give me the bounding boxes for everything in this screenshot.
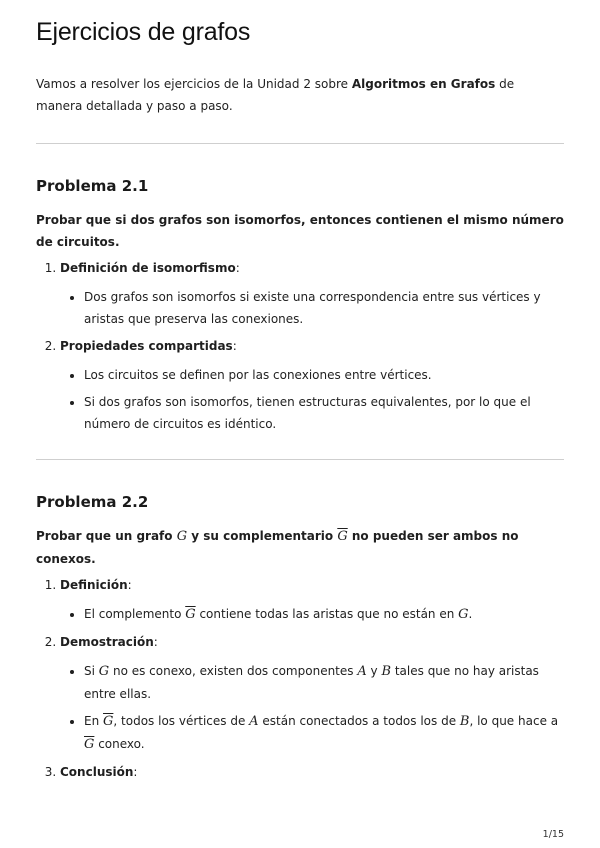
- page-title: Ejercicios de grafos: [36, 18, 251, 46]
- intro-paragraph: [36, 73, 564, 117]
- step-item: [60, 574, 564, 626]
- step-colon: :: [127, 578, 132, 592]
- intro-text-before: Vamos a resolver los ejercicios de la Unidad 2 sobre: [36, 77, 352, 91]
- step-bullets: [60, 660, 564, 756]
- math-B: B: [381, 664, 392, 679]
- step-bullets: [60, 286, 564, 330]
- math-G-complement: $\overline{G}$: [84, 737, 95, 752]
- bullet-text: no es conexo, existen dos componentes: [109, 664, 358, 678]
- bullet-text: Si: [84, 664, 99, 678]
- step-item: [60, 335, 564, 435]
- step-item: [60, 761, 564, 783]
- step-item: [60, 631, 564, 756]
- step-label: Conclusión: [60, 765, 134, 779]
- intro-text-after: de manera detallada y paso a paso.: [36, 77, 515, 113]
- step-item: [60, 257, 564, 330]
- step-bullets: [60, 364, 564, 435]
- bullet-text: , lo que hace a: [469, 714, 559, 728]
- bullet-item: • Dos grafos son isomorfos si existe una correspondencia entre sus vértices y aristas que preserva las conexiones.: [84, 286, 564, 330]
- problem-2-1: [36, 177, 564, 435]
- step-colon: :: [153, 635, 158, 649]
- section-divider: [36, 143, 564, 144]
- bullet-text: y: [366, 664, 382, 678]
- step-colon: :: [232, 339, 237, 353]
- step-label: Propiedades compartidas: [60, 339, 233, 353]
- bullet-item: • Los circuitos se definen por las conexiones entre vértices.: [84, 364, 564, 386]
- math-G-complement: $\overline{G}$: [337, 529, 348, 544]
- step-label: Definición: [60, 578, 128, 592]
- problem-2-1-statement: Probar que si dos grafos son isomorfos, entonces contienen el mismo número de circuitos.: [36, 213, 564, 249]
- bullet-text: , todos los vértices de: [113, 714, 250, 728]
- problem-2-2-statement: [36, 525, 564, 570]
- statement-text: Probar que un grafo: [36, 529, 177, 543]
- problem-2-2: [36, 493, 564, 783]
- bullet-text: .: [468, 607, 473, 621]
- page-number: 1/15: [542, 829, 564, 840]
- problem-2-2-heading: Problema 2.2: [36, 493, 149, 511]
- bullet-text: El complemento: [84, 607, 186, 621]
- problem-2-2-steps: [36, 574, 564, 783]
- math-G-complement: $\overline{G}$: [185, 607, 196, 622]
- bullet-text: contiene todas las aristas que no están en: [195, 607, 459, 621]
- intro-bold-topic: Algoritmos en Grafos: [351, 77, 496, 91]
- problem-2-1-steps: [36, 257, 564, 435]
- bullet-item: [84, 603, 564, 626]
- step-colon: :: [133, 765, 138, 779]
- math-B: B: [459, 714, 470, 729]
- math-G: G: [176, 529, 188, 544]
- math-A: A: [357, 664, 367, 679]
- math-G: G: [98, 664, 110, 679]
- math-G: G: [458, 607, 469, 622]
- bullet-item: [84, 710, 564, 756]
- section-divider: [36, 459, 564, 460]
- bullet-text: tales que no hay aristas entre ellas.: [84, 664, 539, 701]
- math-A: A: [249, 714, 259, 729]
- statement-text: y su complementario: [187, 529, 338, 543]
- problem-2-1-heading: Problema 2.1: [36, 177, 149, 195]
- statement-text: no pueden ser ambos no conexos.: [36, 529, 519, 566]
- bullet-item: [84, 660, 564, 705]
- step-label: Demostración: [60, 635, 154, 649]
- bullet-text: En: [84, 714, 104, 728]
- bullet-text: conexo.: [94, 737, 145, 751]
- bullet-text: están conectados a todos los de: [258, 714, 460, 728]
- step-bullets: [60, 603, 564, 626]
- step-label: Definición de isomorfismo: [60, 261, 236, 275]
- bullet-item: • Si dos grafos son isomorfos, tienen estructuras equivalentes, por lo que el número de circuitos es idéntico.: [84, 391, 564, 435]
- math-G-complement: $\overline{G}$: [103, 714, 114, 729]
- step-colon: :: [235, 261, 240, 275]
